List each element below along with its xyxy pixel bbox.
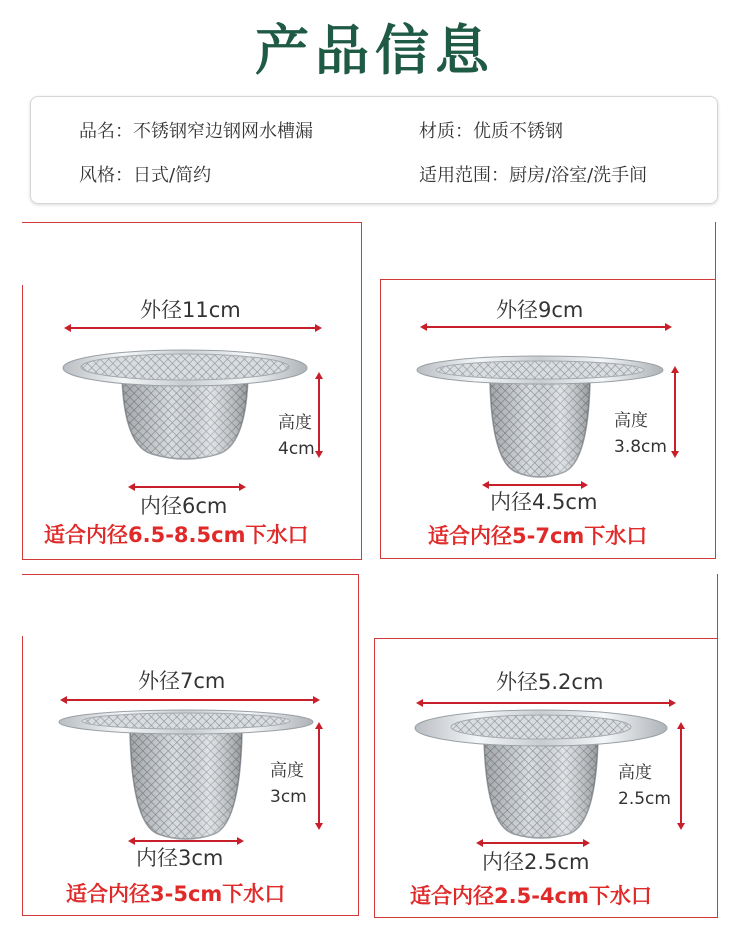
fit-range-text: 适合内径5-7cm下水口 [428,524,648,548]
outer-diameter-arrow [418,702,674,704]
panel-border-right [717,574,718,918]
name-field [79,117,313,143]
inner-diameter-label: 内径3cm [136,846,224,870]
material-field [419,117,563,143]
panel-border-top [22,574,358,575]
panel-border-top [22,222,362,223]
page-title: 产品信息 [255,19,495,82]
height-arrow [318,724,320,828]
panel-border-bottom [374,917,718,918]
panel-border-right [715,222,716,558]
height-label: 高度 [618,763,652,783]
height-arrow [674,368,676,456]
panel-border-right [358,574,359,916]
panel-border-bottom [22,915,359,916]
panel-border-left [374,638,375,918]
height-label: 高度 [614,411,648,431]
style-field [79,161,211,187]
fit-range-text: 适合内径2.5-4cm下水口 [410,884,652,908]
panel-border-top [374,638,718,639]
panel-border-left [380,279,381,558]
height-arrow [318,374,320,456]
inner-diameter-label: 内径6cm [140,494,228,518]
outer-diameter-label: 外径7cm [138,669,226,693]
name-label: 品名： [79,121,133,142]
height-value: 3cm [270,787,307,807]
inner-diameter-label: 内径4.5cm [490,490,598,514]
panel-border-top [380,279,716,280]
outer-diameter-label: 外径5.2cm [496,670,604,694]
outer-diameter-label: 外径9cm [496,298,584,322]
panel-border-left [22,636,23,916]
panel-border-left [22,285,23,560]
name-value: 不锈钢窄边钢网水槽漏 [133,121,313,142]
outer-diameter-arrow [66,327,320,329]
material-label: 材质： [419,121,473,142]
inner-diameter-arrow [478,842,588,844]
height-value: 3.8cm [614,437,667,457]
height-label: 高度 [278,413,312,433]
height-value: 2.5cm [618,789,671,809]
height-label: 高度 [270,761,304,781]
scope-value: 厨房/浴室/洗手间 [509,165,648,186]
style-label: 风格： [79,165,133,186]
height-arrow [680,724,682,828]
fit-range-text: 适合内径6.5-8.5cm下水口 [44,523,309,547]
outer-diameter-arrow [62,699,318,701]
style-value: 日式/简约 [133,165,212,186]
height-text [270,758,307,810]
panel-border-bottom [22,559,362,560]
panel-border-right [361,222,362,560]
height-text [278,410,315,462]
scope-label: 适用范围： [419,165,509,186]
scope-field [419,161,647,187]
panel-border-bottom [380,558,716,559]
material-value: 优质不锈钢 [473,121,563,142]
height-value: 4cm [278,439,315,459]
inner-diameter-label: 内径2.5cm [482,850,590,874]
outer-diameter-label: 外径11cm [140,298,241,322]
fit-range-text: 适合内径3-5cm下水口 [66,882,286,906]
strainer-image [62,346,308,464]
height-text [618,760,671,812]
inner-diameter-arrow [130,486,244,488]
outer-diameter-arrow [422,326,670,328]
height-text [614,408,667,460]
product-info-box [30,96,718,204]
